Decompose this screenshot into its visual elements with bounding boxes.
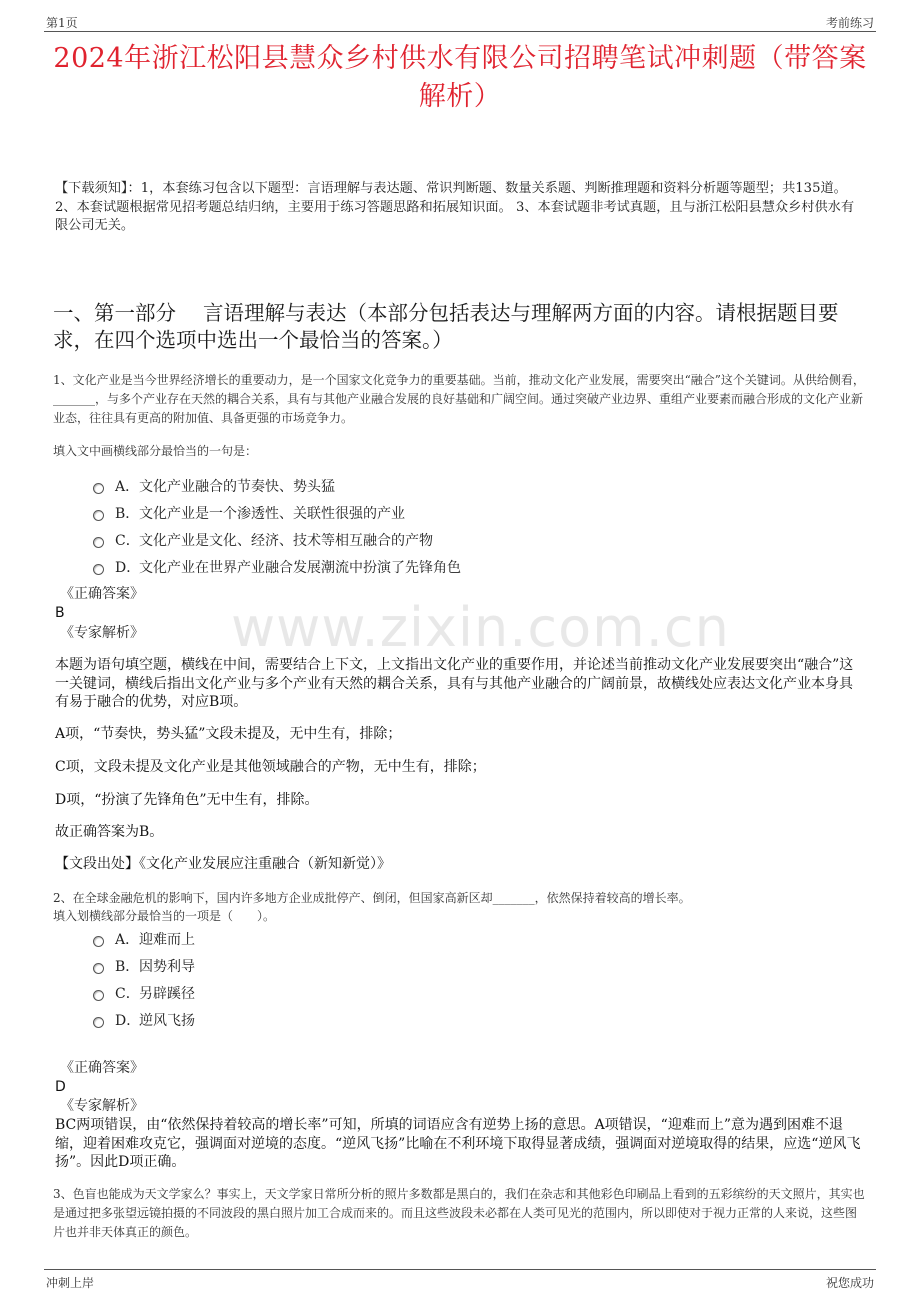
question-2-text: 2、在全球金融危机的影响下，国内许多地方企业成批停产、倒闭，但国家高新区却_______，依然保持着较高的增长率。: [53, 891, 691, 905]
expert-analysis-label: 《专家解析》: [60, 625, 144, 641]
option-text: 逆风飞扬: [139, 1012, 195, 1029]
option-d[interactable]: [93, 553, 860, 580]
option-letter: B．: [115, 958, 140, 975]
document-title: 2024年浙江松阳县慧众乡村供水有限公司招聘笔试冲刺题（带答案解析）: [53, 43, 867, 112]
option-letter: D．: [115, 559, 141, 576]
radio-button[interactable]: [93, 1017, 104, 1028]
option-letter: A．: [115, 478, 140, 495]
section-heading: 一、第一部分 言语理解与表达（本部分包括表达与理解两方面的内容。请根据题目要求，在四个选项中选出一个最恰当的答案。）: [53, 301, 839, 352]
analysis-paragraph: 故正确答案为B。: [55, 824, 164, 840]
question-3-text: 3、色盲也能成为天文学家么？事实上，天文学家日常所分析的照片多数都是黑白的，我们在杂志和其他彩色印刷品上看到的五彩缤纷的天文照片，其实也是通过把多张望远镜拍摄的不同波段的黑白照片加工合成而来的。而且这些波段未必都在人类可见光的范围内，所以即使对于视力正常的人来说，这些图片也并非天体真正的颜色。: [53, 1187, 865, 1239]
footer-right-text: 祝您成功: [825, 1276, 874, 1290]
option-text: 另辟蹊径: [139, 985, 195, 1002]
analysis-paragraph: C项，文段未提及文化产业是其他领域融合的产物，无中生有，排除；: [55, 759, 486, 775]
radio-button[interactable]: [93, 936, 104, 947]
correct-answer-value: B: [55, 605, 65, 621]
option-b[interactable]: [93, 499, 860, 526]
question-1-options: [93, 472, 860, 580]
analysis-paragraph: D项，“扮演了先锋角色”无中生有，排除。: [55, 792, 319, 808]
analysis-paragraph: BC两项错误，由“依然保持着较高的增长率”可知，所填的词语应含有逆势上扬的意思。A项错误，“迎难而上”意为遇到困难不退缩，迎着困难攻克它，强调面对逆境的态度。“逆风飞扬”比喻在不利环境下取得显著成绩，强调面对逆境取得的结果，应选“逆风飞扬”。因此D项正确。: [55, 1117, 861, 1170]
analysis-paragraph: A项，“节奏快，势头猛”文段未提及，无中生有，排除；: [55, 726, 402, 742]
radio-button[interactable]: [93, 510, 104, 521]
question-1-prompt: 填入文中画横线部分最恰当的一句是：: [53, 444, 258, 458]
option-text: 文化产业在世界产业融合发展潮流中扮演了先锋角色: [139, 559, 461, 576]
expert-analysis-label: 《专家解析》: [60, 1098, 144, 1114]
option-letter: D．: [115, 1012, 141, 1029]
page-number: 第1页: [46, 16, 78, 30]
radio-button[interactable]: [93, 990, 104, 1001]
header-label: 考前练习: [825, 16, 874, 30]
option-letter: C．: [115, 532, 140, 549]
correct-answer-label: 《正确答案》: [60, 586, 144, 602]
correct-answer-label: 《正确答案》: [60, 1060, 144, 1076]
page-footer: [44, 1269, 876, 1291]
option-b[interactable]: [93, 952, 860, 979]
option-c[interactable]: [93, 979, 860, 1006]
question-1-text: 1、文化产业是当今世界经济增长的重要动力，是一个国家文化竞争力的重要基础。当前，推动文化产业发展，需要突出“融合”这个关键词。从供给侧看，_______，与多个产业存在天然的耦合关系，具有与其他产业融合发展的良好基础和广阔空间。通过突破产业边界、重组产业要素而融合形成的文化产业新业态，往往具有更高的附加值、具备更强的市场竞争力。: [53, 373, 865, 425]
option-text: 因势利导: [139, 958, 195, 975]
radio-button[interactable]: [93, 537, 104, 548]
option-a[interactable]: [93, 472, 860, 499]
watermark: www.zixin.com.cn: [231, 596, 730, 659]
question-2-options: [93, 925, 860, 1033]
option-letter: B．: [115, 505, 140, 522]
download-notice: 【下载须知】：1，本套练习包含以下题型：言语理解与表达题、常识判断题、数量关系题、判断推理题和资料分析题等题型；共135道。 2、本套试题根据常见招考题总结归纳，主要用于练习答题思路和拓展知识面。 3、本套试题非考试真题，且与浙江松阳县慧众乡村供水有限公司无关。: [55, 181, 855, 233]
page-header: [44, 10, 876, 32]
option-d[interactable]: [93, 1006, 860, 1033]
option-letter: C．: [115, 985, 140, 1002]
question-2-prompt: 填入划横线部分最恰当的一项是（ ）。: [53, 909, 276, 923]
option-a[interactable]: [93, 925, 860, 952]
option-c[interactable]: [93, 526, 860, 553]
radio-button[interactable]: [93, 483, 104, 494]
option-text: 文化产业是一个渗透性、关联性很强的产业: [139, 505, 405, 522]
footer-left-text: 冲刺上岸: [46, 1276, 95, 1290]
radio-button[interactable]: [93, 564, 104, 575]
source-citation: 【文段出处】《文化产业发展应注重融合（新知新觉）》: [55, 856, 391, 872]
option-letter: A．: [115, 931, 140, 948]
option-text: 文化产业是文化、经济、技术等相互融合的产物: [139, 532, 433, 549]
option-text: 文化产业融合的节奏快、势头猛: [139, 478, 335, 495]
radio-button[interactable]: [93, 963, 104, 974]
option-text: 迎难而上: [139, 931, 195, 948]
analysis-paragraph: 本题为语句填空题，横线在中间，需要结合上下文，上文指出文化产业的重要作用，并论述当前推动文化产业发展要突出“融合”这一关键词，横线后指出文化产业与多个产业有天然的耦合关系，具有与其他产业融合的广阔前景，故横线处应表达文化产业本身具有易于融合的优势，对应B项。: [55, 657, 854, 710]
correct-answer-value: D: [55, 1079, 66, 1095]
